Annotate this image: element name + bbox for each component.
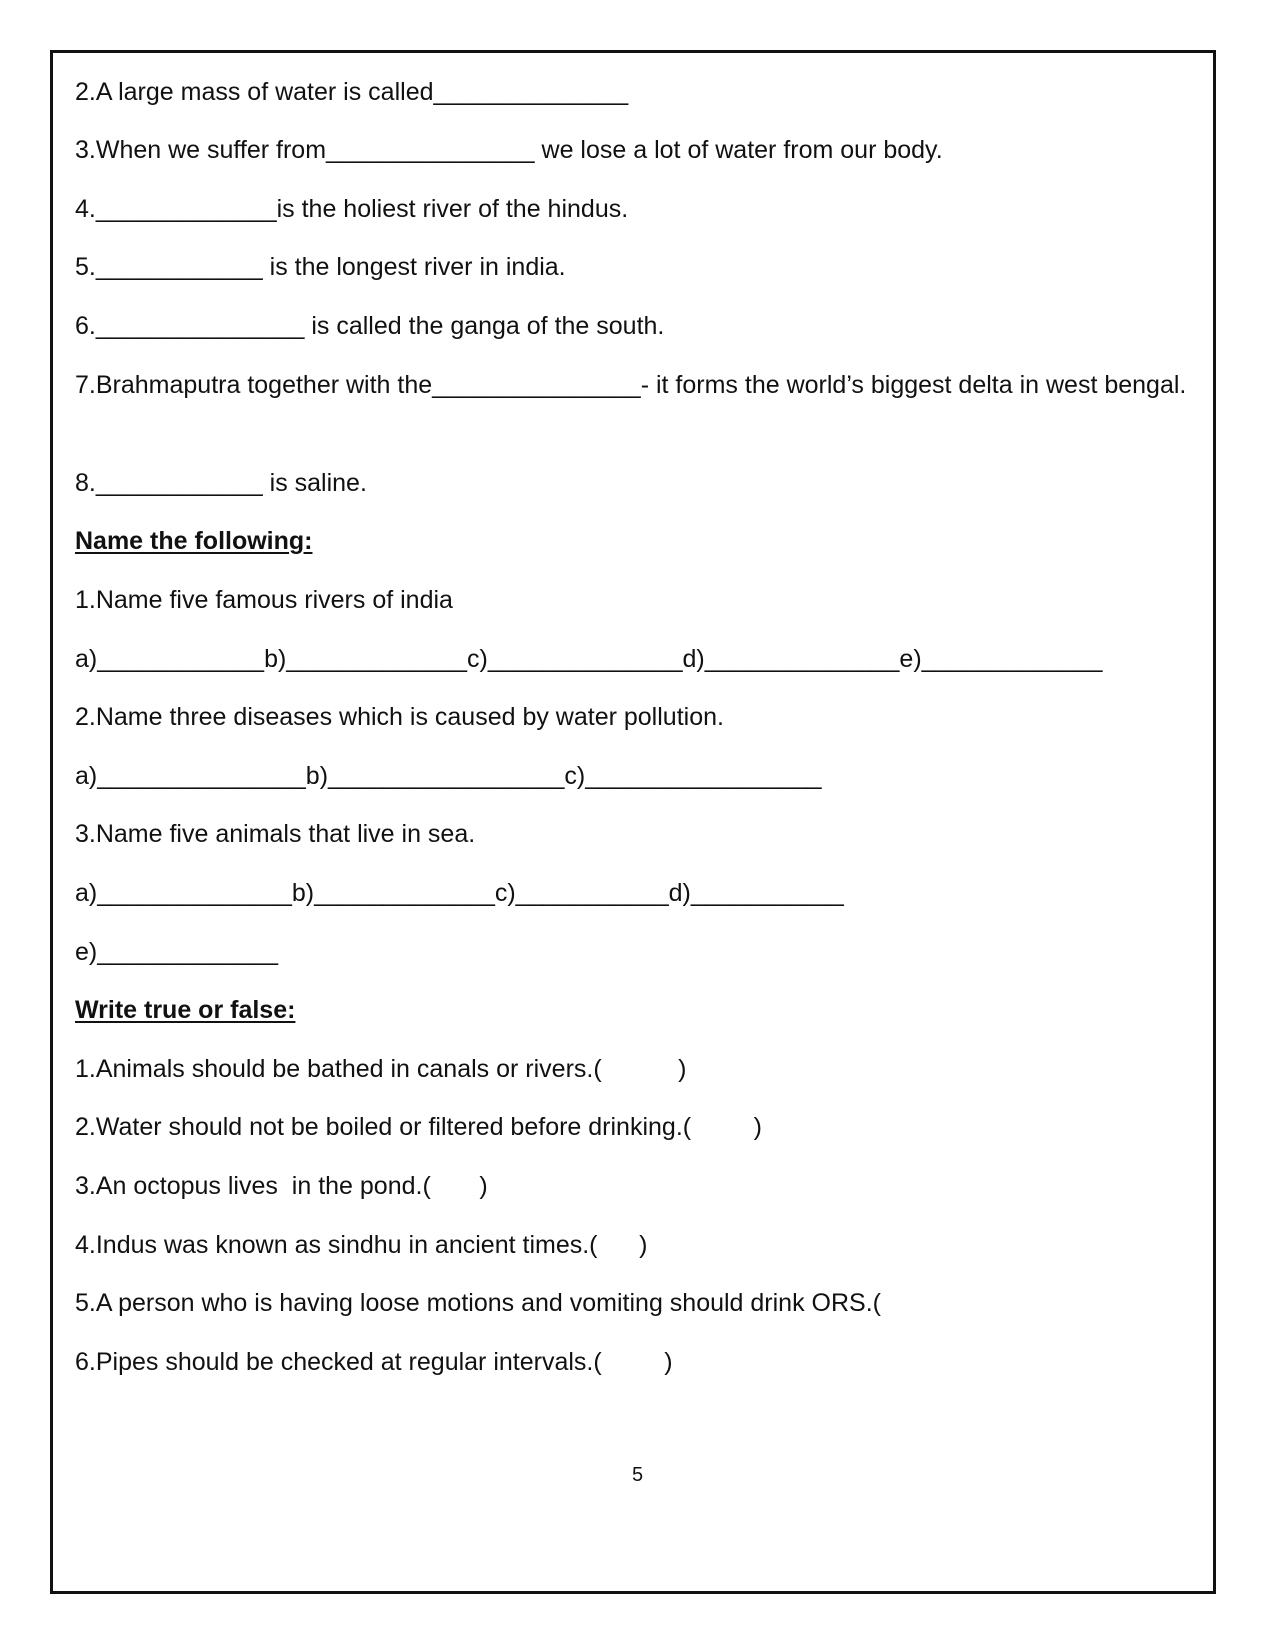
true-false-item-3: 3.An octopus lives in the pond.( ): [75, 1172, 488, 1200]
fill-blank-question-8: 8.____________ is saline.: [75, 469, 367, 497]
fill-blank-question-6: 6._______________ is called the ganga of the south.: [75, 312, 665, 340]
name-question-3: 3.Name five animals that live in sea.: [75, 820, 476, 848]
name-the-following-heading: Name the following:: [75, 527, 313, 555]
true-false-item-1: 1.Animals should be bathed in canals or rivers.( ): [75, 1055, 687, 1083]
true-false-item-6: 6.Pipes should be checked at regular intervals.( ): [75, 1348, 673, 1376]
page-number: 5: [631, 1464, 644, 1486]
fill-blank-question-7: 7.Brahmaputra together with the_______________- it forms the world’s biggest delta in west bengal.: [75, 371, 1187, 399]
true-false-item-2: 2.Water should not be boiled or filtered before drinking.( ): [75, 1113, 762, 1141]
fill-blank-question-2: 2.A large mass of water is called______________: [75, 78, 629, 106]
name-question-2: 2.Name three diseases which is caused by water pollution.: [75, 703, 724, 731]
name-question-3-answer-blank-e: e)_____________: [75, 938, 278, 966]
fill-blank-question-4: 4._____________is the holiest river of the hindus.: [75, 195, 629, 223]
true-false-heading: Write true or false:: [75, 996, 296, 1024]
fill-blank-question-3: 3.When we suffer from_______________ we lose a lot of water from our body.: [75, 136, 943, 164]
name-question-1: 1.Name five famous rivers of india: [75, 586, 453, 614]
name-question-3-answer-blanks: a)______________b)_____________c)___________d)___________: [75, 879, 844, 907]
fill-blank-question-5: 5.____________ is the longest river in india.: [75, 253, 566, 281]
true-false-item-4: 4.Indus was known as sindhu in ancient times.( ): [75, 1231, 648, 1259]
name-question-1-answer-blanks: a)____________b)_____________c)______________d)______________e)_____________: [75, 645, 1103, 673]
true-false-item-5: 5.A person who is having loose motions and vomiting should drink ORS.(: [75, 1289, 881, 1317]
name-question-2-answer-blanks: a)_______________b)_________________c)_________________: [75, 762, 822, 790]
